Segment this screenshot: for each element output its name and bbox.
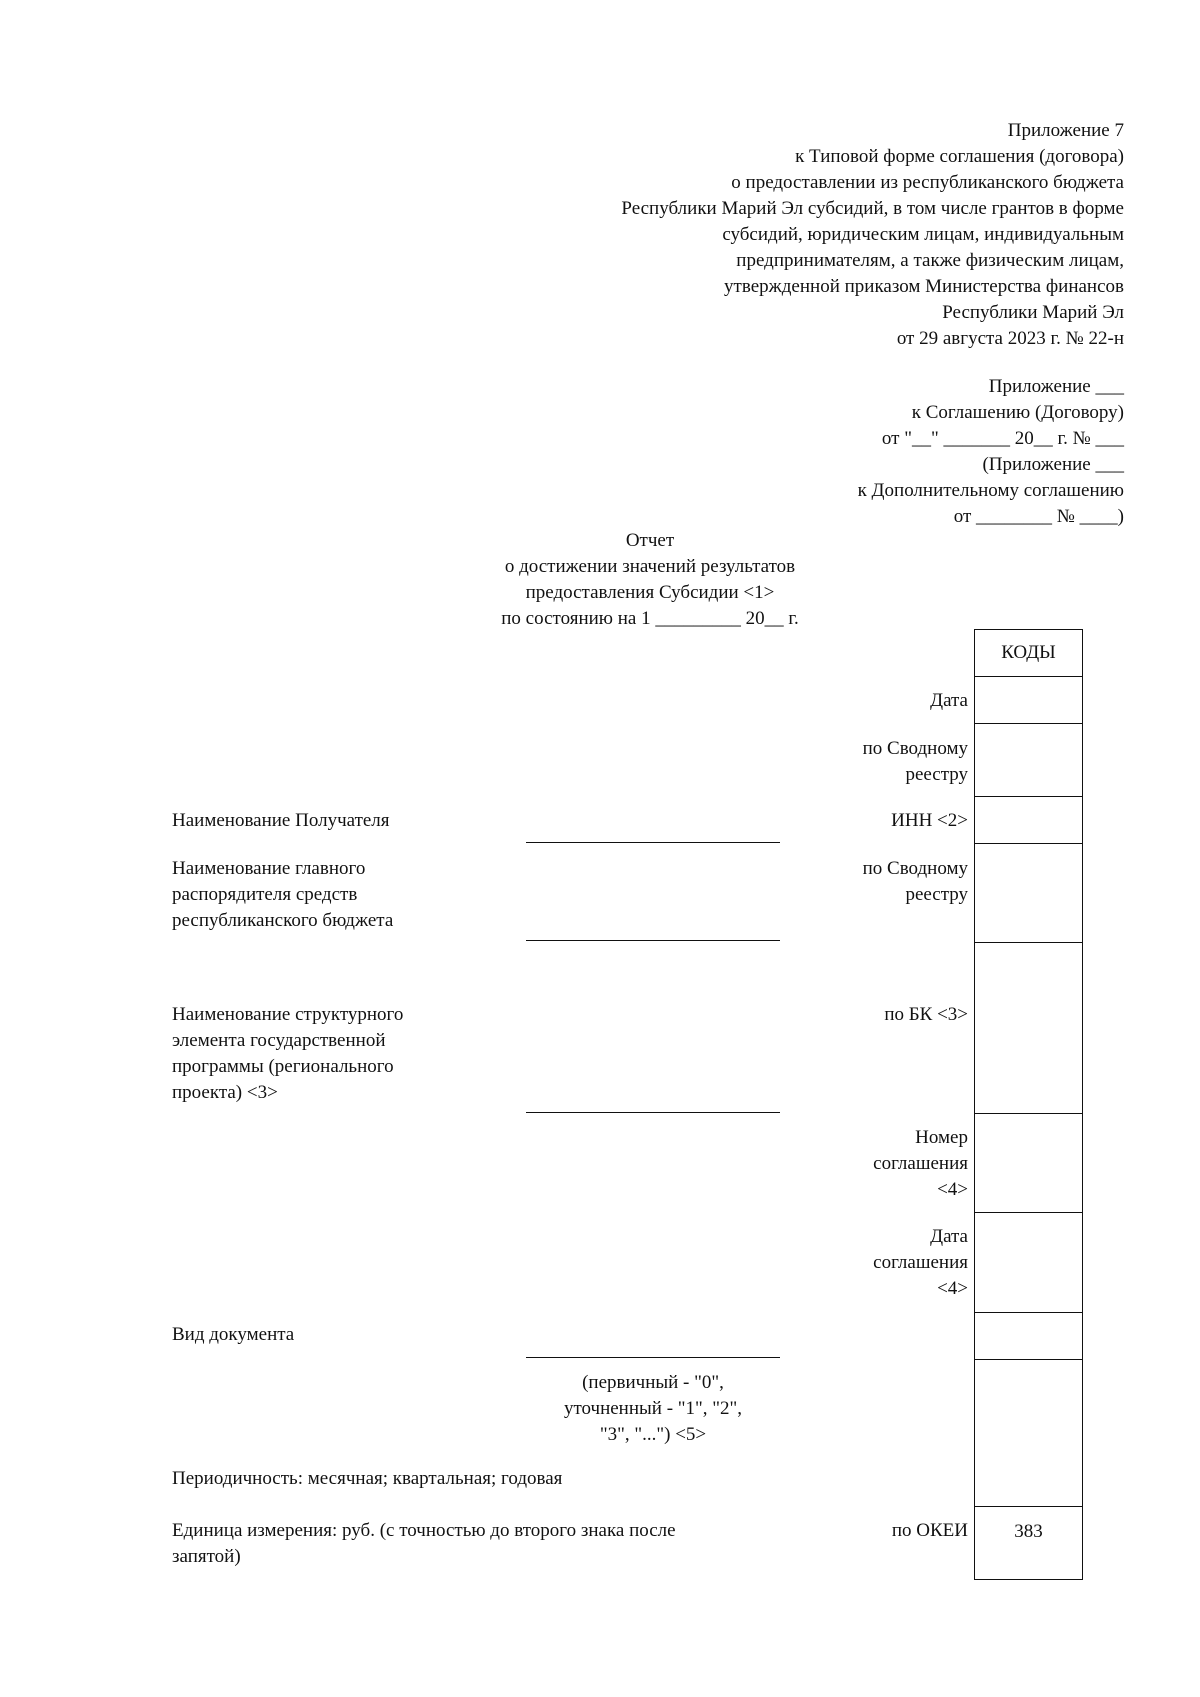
structural-element-label [172, 1002, 472, 1106]
recipient-label-text: Наименование Получателя [172, 810, 390, 831]
unit-line: Единица измерения: руб. (с точностью до второго знака после [172, 1520, 676, 1541]
appendix-line: к Типовой форме соглашения (договора) [795, 146, 1124, 167]
svod2-label [768, 856, 968, 908]
main-manager-label-line: распорядителя средств [172, 884, 358, 905]
appendix-line: Республики Марий Эл [942, 302, 1124, 323]
svod2-label-line: реестру [905, 884, 968, 905]
agreement-date-label-line: Дата [930, 1226, 968, 1247]
date-label [768, 688, 968, 714]
agreement-reference [604, 374, 1124, 530]
bk-label [768, 1002, 968, 1028]
bk-label-text: по БК <3> [884, 1004, 968, 1025]
doc-type-input-line[interactable] [526, 1357, 780, 1358]
date-label-text: Дата [930, 690, 968, 711]
recipient-label [172, 808, 472, 834]
agreement-ref-line: (Приложение ___ [982, 454, 1124, 475]
agreement-date-label-line: <4> [937, 1278, 968, 1299]
report-title [420, 528, 880, 632]
agreement-ref-line: к Дополнительному соглашению [857, 480, 1124, 501]
svod-code-cell[interactable] [974, 723, 1083, 797]
agreement-number-label-line: <4> [937, 1179, 968, 1200]
doc-type-hint-line: уточненный - "1", "2", [563, 1398, 743, 1419]
agreement-number-label-line: Номер [915, 1127, 968, 1148]
svod-label-line: по Сводному [862, 738, 968, 759]
periodicity-text [172, 1466, 872, 1492]
agreement-number-label-line: соглашения [873, 1153, 968, 1174]
main-manager-label [172, 856, 472, 934]
inn-label [768, 808, 968, 834]
svod2-label-line: по Сводному [862, 858, 968, 879]
codes-header: КОДЫ [1001, 642, 1056, 663]
report-title-line: предоставления Субсидии <1> [525, 582, 775, 603]
recipient-input-line[interactable] [526, 842, 780, 843]
doc-type-label [172, 1322, 472, 1348]
agreement-ref-line: от "__" _______ 20__ г. № ___ [881, 428, 1124, 449]
okei-code-cell[interactable] [974, 1506, 1083, 1580]
appendix-line: предпринимателям, а также физическим лицам, [736, 250, 1124, 271]
doc-type-label-text: Вид документа [172, 1324, 295, 1345]
svod-label-line: реестру [905, 764, 968, 785]
structural-element-input-line[interactable] [526, 1112, 780, 1113]
report-title-line: о достижении значений результатов [504, 556, 796, 577]
appendix-line: о предоставлении из республиканского бюджета [731, 172, 1124, 193]
appendix-line: утвержденной приказом Министерства финансов [724, 276, 1124, 297]
doc-type-hint-line: (первичный - "0", [582, 1372, 724, 1393]
structural-element-label-line: элемента государственной [172, 1030, 386, 1051]
agreement-date-cell[interactable] [974, 1212, 1083, 1313]
doc-type-hint-line: "3", "...") <5> [599, 1424, 707, 1445]
svod-label [768, 736, 968, 788]
appendix-line: субсидий, юридическим лицам, индивидуальным [722, 224, 1124, 245]
bk-code-cell[interactable] [974, 942, 1083, 1114]
okei-value: 383 [1014, 1521, 1043, 1542]
main-manager-input-line[interactable] [526, 940, 780, 941]
inn-code-cell[interactable] [974, 796, 1083, 844]
appendix-line: Приложение 7 [1007, 120, 1124, 141]
report-title-line: Отчет [625, 530, 675, 551]
unit-line: запятой) [172, 1546, 241, 1567]
periodicity-line: Периодичность: месячная; квартальная; годовая [172, 1468, 563, 1489]
structural-element-label-line: проекта) <3> [172, 1082, 278, 1103]
structural-element-label-line: программы (регионального [172, 1056, 394, 1077]
unit-text [172, 1518, 792, 1570]
structural-element-label-line: Наименование структурного [172, 1004, 404, 1025]
agreement-number-cell[interactable] [974, 1113, 1083, 1213]
okei-label-text: по ОКЕИ [891, 1520, 968, 1541]
agreement-date-label [768, 1224, 968, 1302]
codes-header-cell [974, 629, 1083, 677]
appendix-line: Республики Марий Эл субсидий, в том числе грантов в форме [621, 198, 1124, 219]
agreement-date-label-line: соглашения [873, 1252, 968, 1273]
agreement-ref-line: Приложение ___ [988, 376, 1124, 397]
agreement-ref-line: от ________ № ____) [953, 506, 1124, 527]
doc-type-code-cell[interactable] [974, 1312, 1083, 1360]
agreement-ref-line: к Соглашению (Договору) [911, 402, 1124, 423]
appendix-header [484, 118, 1124, 352]
report-title-line: по состоянию на 1 _________ 20__ г. [501, 608, 799, 629]
doc-type-code-cell-2[interactable] [974, 1359, 1083, 1507]
svod2-code-cell[interactable] [974, 843, 1083, 943]
main-manager-label-line: республиканского бюджета [172, 910, 394, 931]
doc-type-hint [520, 1370, 786, 1448]
appendix-line: от 29 августа 2023 г. № 22-н [896, 328, 1124, 349]
date-code-cell[interactable] [974, 676, 1083, 724]
inn-label-text: ИНН <2> [891, 810, 968, 831]
main-manager-label-line: Наименование главного [172, 858, 366, 879]
agreement-number-label [768, 1125, 968, 1203]
okei-label [768, 1518, 968, 1544]
